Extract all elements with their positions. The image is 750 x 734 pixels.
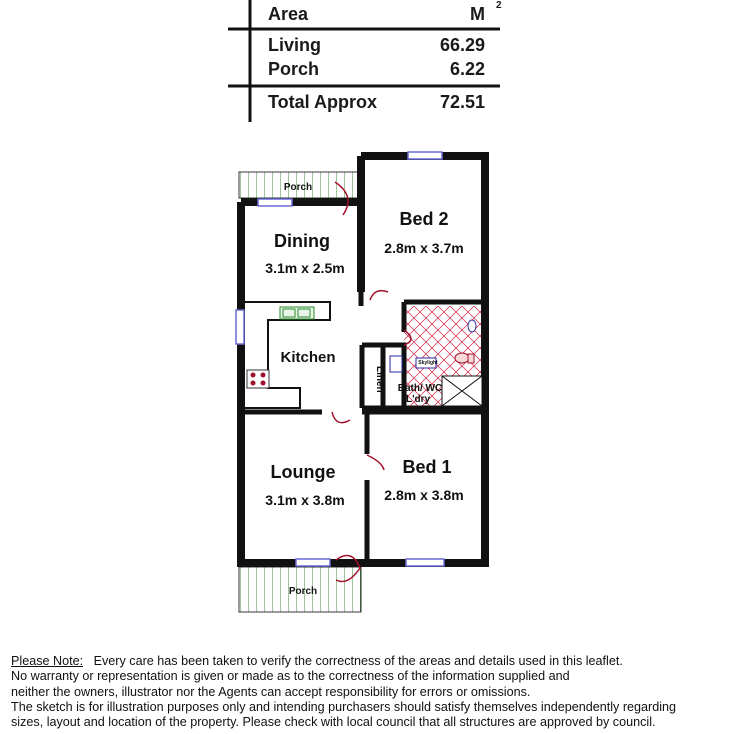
door-bed1: [367, 455, 384, 470]
note-line3: neither the owners, illustrator nor the Agents can accept responsibility for errors or omissions.: [11, 684, 531, 699]
toilet: [455, 353, 469, 363]
note-line5: sizes, layout and location of the property. Please check with local council that all structures are approved by council.: [11, 715, 656, 730]
window-bed2: [408, 152, 442, 159]
area-row-value: 6.22: [449, 59, 485, 79]
area-row-value: 66.29: [439, 35, 485, 55]
label-skylight: Skylight: [418, 360, 438, 366]
label-bed2-dims: 2.8m x 3.7m: [384, 240, 464, 256]
stove: [247, 370, 269, 388]
floor-plan: [0, 140, 750, 620]
note-line2: No warranty or representation is given or made as to the correctness of the information supplied and: [11, 669, 570, 684]
window-lounge: [296, 559, 330, 566]
label-bed1-dims: 2.8m x 3.8m: [384, 487, 464, 503]
sink: [280, 307, 314, 319]
label-porch-bottom: Porch: [288, 586, 318, 597]
note-line4: The sketch is for illustration purposes only and intending purchasers should satisfy themselves independently regarding: [11, 699, 677, 714]
door-bed2: [370, 291, 388, 300]
note-heading: Please Note:: [11, 654, 84, 668]
area-row-label: Porch: [268, 59, 320, 79]
label-lounge: Lounge: [270, 462, 336, 482]
label-porch-top: Porch: [283, 182, 313, 193]
area-header-label: Area: [268, 4, 309, 24]
area-row-label: Living: [268, 35, 321, 55]
area-header-unit: M: [470, 4, 485, 24]
window-dining: [258, 199, 292, 206]
label-linen: Linen: [374, 366, 385, 393]
window-kitchen: [236, 310, 244, 344]
area-total-value: 72.51: [439, 92, 485, 112]
label-dining: Dining: [274, 231, 330, 251]
note-line1: [11, 654, 743, 669]
note-text: Every care has been taken to verify the correctness of the areas and details used in this leaflet.: [93, 654, 623, 668]
label-kitchen: Kitchen: [280, 349, 336, 366]
label-bed2: Bed 2: [399, 209, 449, 229]
area-header-unit-sup: 2: [496, 0, 502, 11]
door-lounge: [332, 412, 350, 423]
area-table: [228, 0, 500, 124]
window-bed1: [406, 559, 444, 566]
label-dining-dims: 3.1m x 2.5m: [265, 260, 345, 276]
basin: [468, 320, 476, 332]
area-total-label: Total Approx: [268, 92, 377, 112]
label-bed1: Bed 1: [402, 457, 452, 477]
label-lounge-dims: 3.1m x 3.8m: [265, 492, 345, 508]
label-bath-line1: Bath/ WC: [397, 383, 443, 394]
washer: [390, 356, 402, 372]
disclaimer-note: [11, 654, 743, 730]
label-bath-line2: L'dry: [405, 394, 431, 405]
